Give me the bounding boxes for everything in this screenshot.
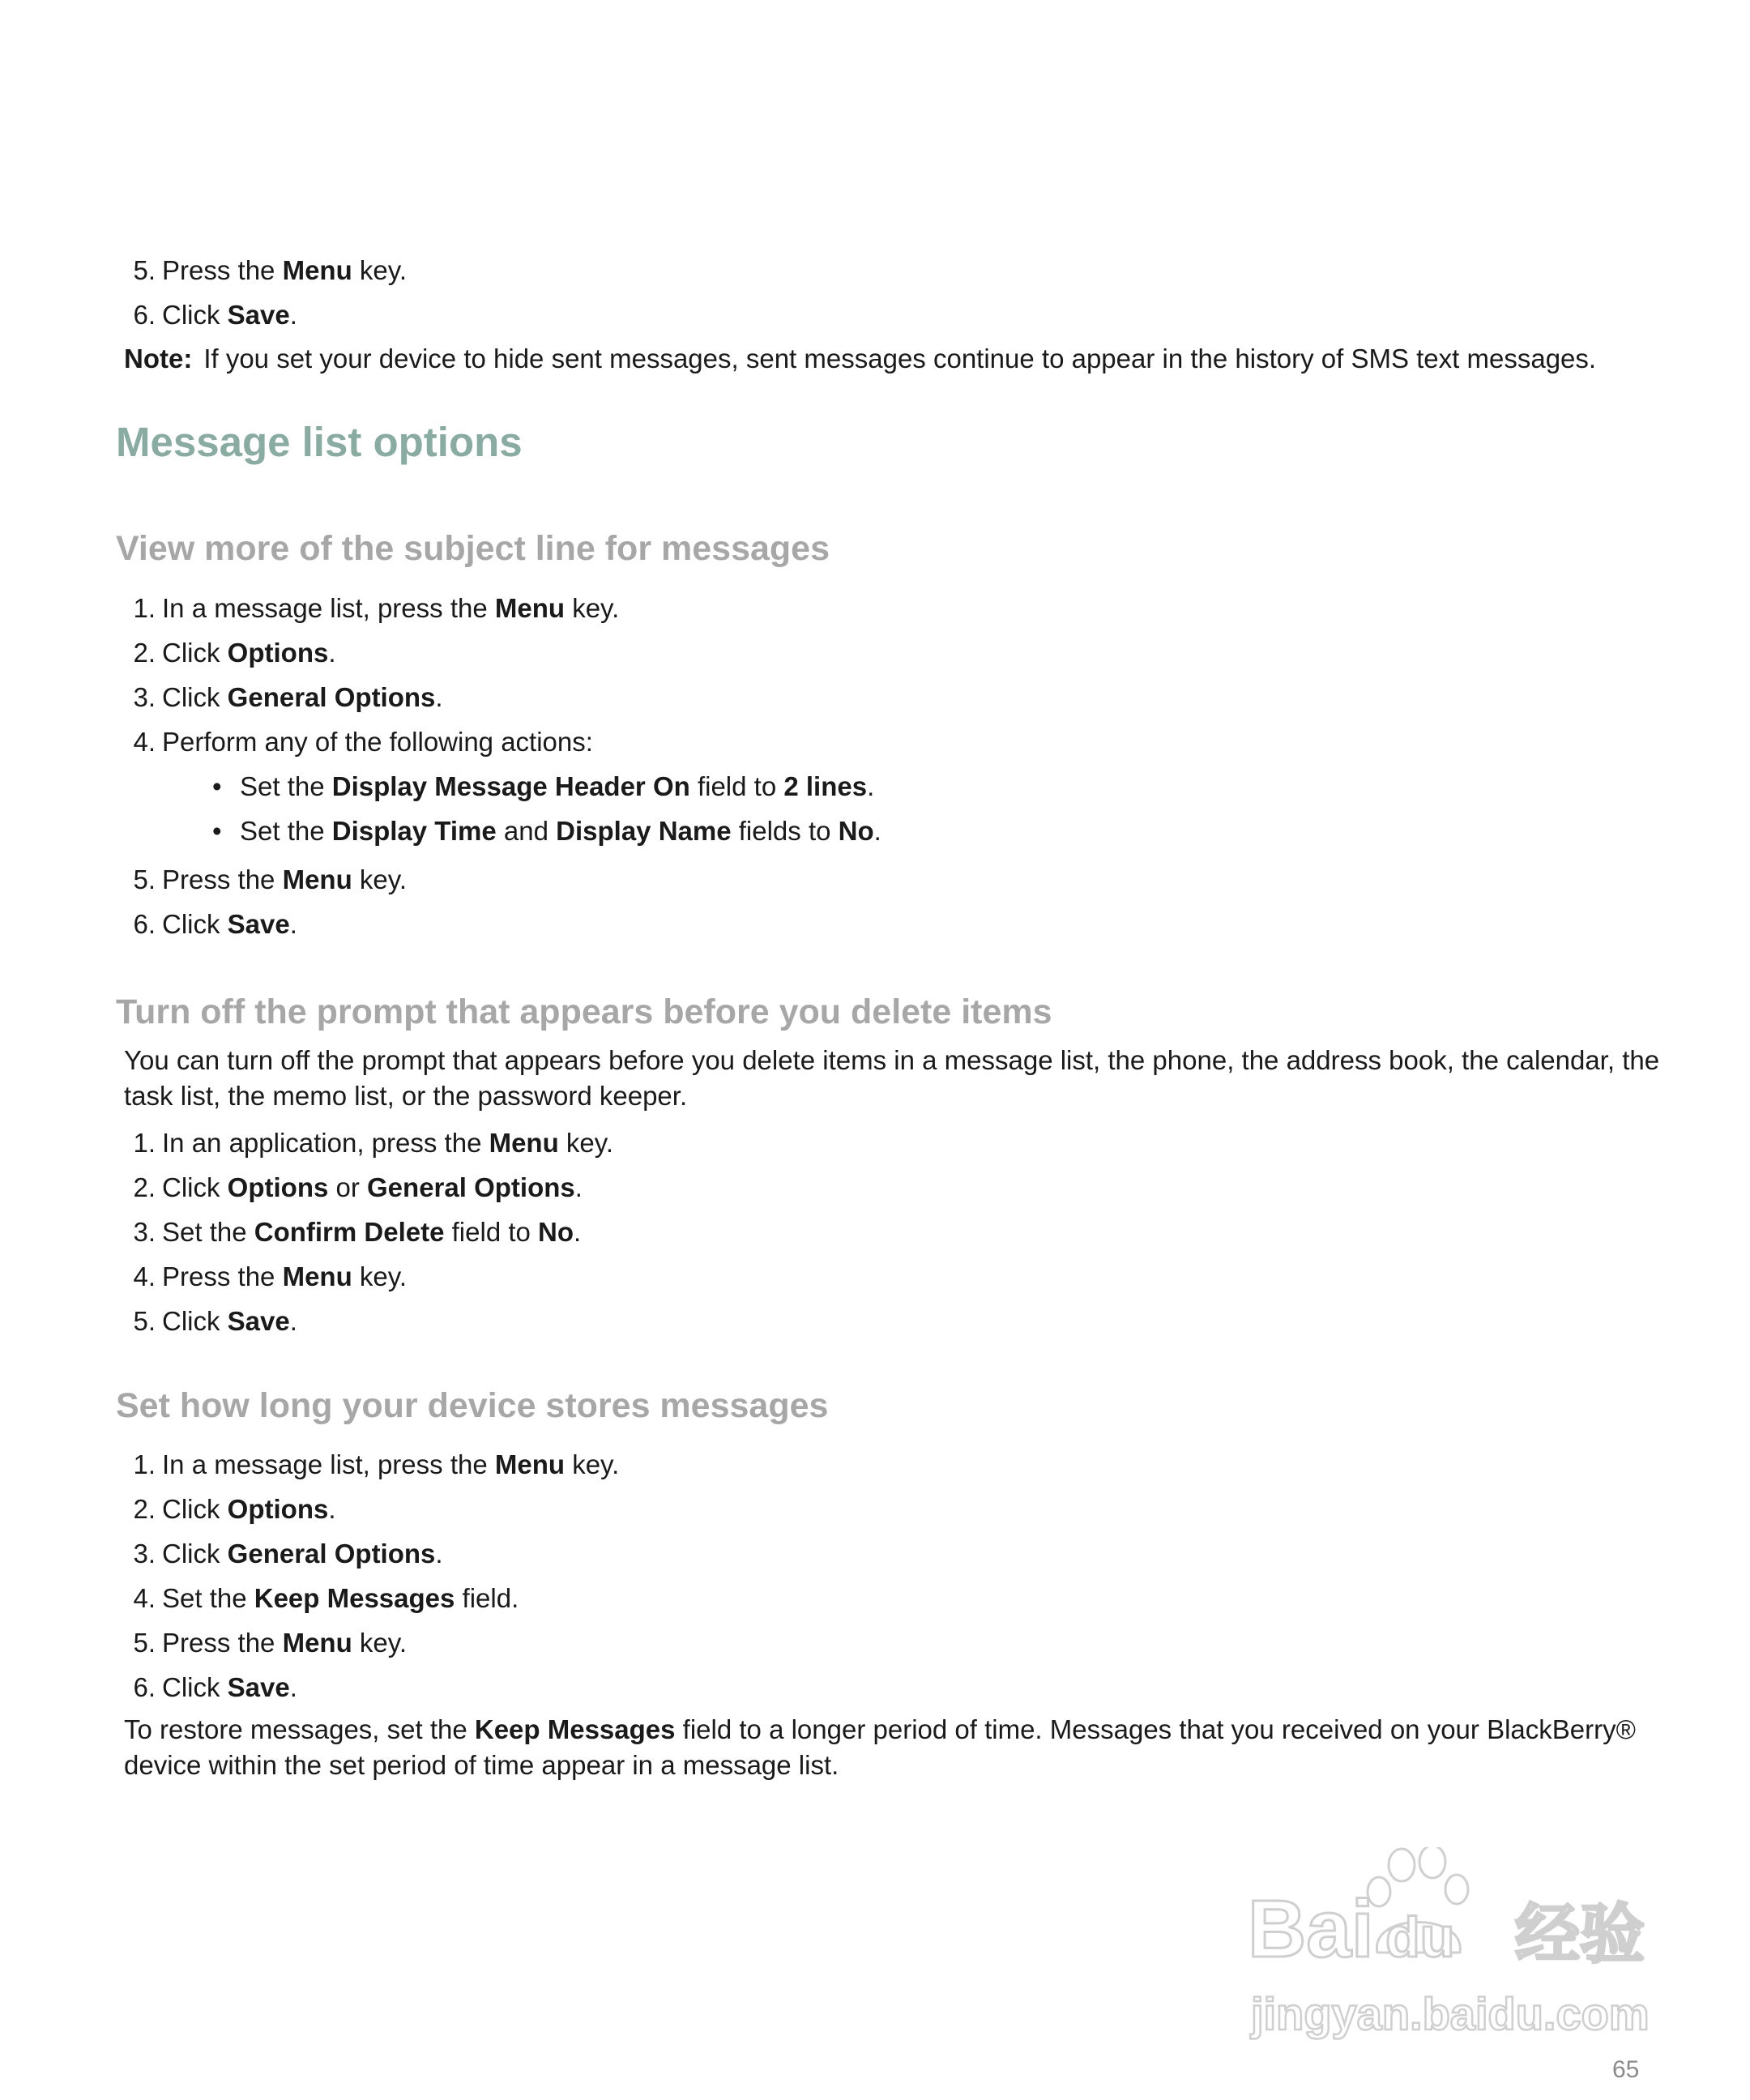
delete-prompt-steps	[133, 1120, 614, 1343]
note-label: Note:	[124, 344, 193, 373]
section-intro: You can turn off the prompt that appears before you delete items in a message list, the phone, the address book, the calendar, the task list, the memo list, or the password keeper.	[124, 1045, 1660, 1111]
list-item: 4. Perform any of the following actions:	[133, 727, 593, 757]
watermark-brand: Bai	[1248, 1884, 1374, 1974]
list-item: 2. Click Options or General Options.	[133, 1172, 583, 1202]
list-item: 5. Press the Menu key.	[133, 864, 407, 894]
list-item: 1. In a message list, press the Menu key.	[133, 593, 620, 623]
list-item: 5. Click Save.	[133, 1306, 297, 1336]
list-item: 3. Set the Confirm Delete field to No.	[133, 1217, 582, 1247]
list-item: 5. Press the Menu key.	[133, 1628, 407, 1658]
list-item: 2. Click Options.	[133, 638, 336, 668]
view-subject-steps	[133, 586, 881, 853]
store-messages-steps	[133, 1442, 620, 1709]
list-item: 6. Click Save.	[133, 909, 297, 939]
bullet-list	[162, 764, 881, 853]
list-item: 6. Click Save.	[133, 1672, 297, 1702]
note-text: If you set your device to hide sent messages, sent messages continue to appear in the history of SMS text messages.	[203, 344, 1597, 373]
baidu-watermark-logo	[1248, 1847, 1669, 2050]
section-title-delete-prompt: Turn off the prompt that appears before you delete items	[116, 992, 1052, 1031]
list-item: 4. Press the Menu key.	[133, 1261, 407, 1291]
bullet-item: • Set the Display Message Header On field to 2 lines.	[240, 764, 881, 809]
watermark-cn: 经验	[1515, 1897, 1645, 1972]
list-item: 5. Press the Menu key.	[133, 255, 407, 285]
top-steps-list	[133, 248, 407, 337]
watermark-url: jingyan.baidu.com	[1251, 1988, 1650, 2039]
watermark-brand-2: du	[1385, 1906, 1455, 1969]
list-item: 2. Click Options.	[133, 1494, 336, 1524]
list-item: 1. In a message list, press the Menu key.	[133, 1449, 620, 1479]
view-subject-steps-continued	[133, 857, 407, 946]
section-outro: To restore messages, set the Keep Messages field to a longer period of time. Messages that you received on your BlackBerry® device within the set period of time appear in a message list.	[124, 1714, 1636, 1780]
list-item: 3. Click General Options.	[133, 682, 443, 712]
page-title: Message list options	[116, 419, 523, 465]
section-title-store-messages: Set how long your device stores messages	[116, 1386, 829, 1425]
page-number: 65	[1612, 2056, 1640, 2083]
section-title-view-subject: View more of the subject line for messages	[116, 529, 830, 568]
note	[124, 341, 1596, 377]
list-item: 1. In an application, press the Menu key.	[133, 1128, 614, 1158]
list-item: 3. Click General Options.	[133, 1539, 443, 1569]
list-item: 6. Click Save.	[133, 300, 297, 330]
bullet-item: • Set the Display Time and Display Name fields to No.	[240, 809, 881, 853]
list-item: 4. Set the Keep Messages field.	[133, 1583, 519, 1613]
